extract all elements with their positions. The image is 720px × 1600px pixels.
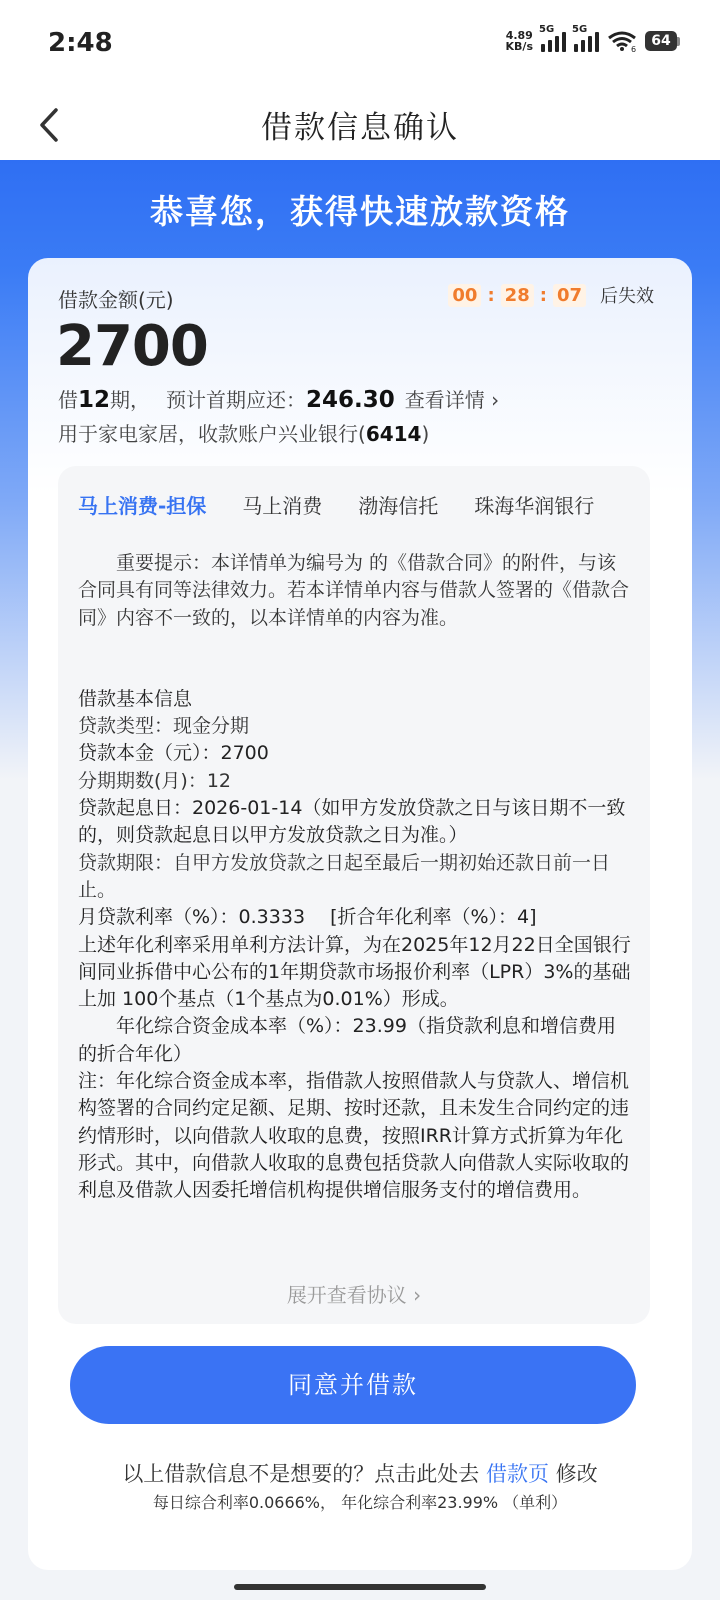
status-time: 2:48 (48, 28, 113, 58)
term-count: 12 (78, 387, 111, 413)
wifi-sub: 6 (631, 45, 637, 52)
battery-level: 64 (645, 31, 677, 51)
network-speed-value: 4.89 (505, 29, 533, 42)
countdown-sep: : (539, 284, 547, 306)
status-bar (0, 0, 720, 90)
first-payment-value: 246.30 (306, 387, 395, 413)
signal-icon-2 (572, 24, 599, 52)
usage-text: 用于家电家居，收款账户兴业银行( (58, 422, 366, 446)
first-payment-label: 预计首期应还： (166, 388, 307, 412)
expand-agreement-link[interactable] (58, 1279, 650, 1308)
network-speed-unit: KB/s (505, 40, 533, 53)
countdown-minutes: 28 (501, 284, 534, 307)
countdown-hours: 00 (448, 284, 481, 307)
wifi-icon (607, 30, 637, 52)
term-line (58, 384, 499, 413)
chevron-right-icon: › (491, 388, 500, 412)
countdown-suffix: 后失效 (600, 286, 654, 307)
signal-label-2: 5G (572, 24, 588, 35)
tab-bohai-trust[interactable]: 渤海信托 (358, 494, 439, 518)
account-tail: 6414 (365, 422, 422, 446)
view-details-link[interactable] (405, 384, 499, 413)
term-prefix: 借 (58, 388, 78, 412)
loan-page-link[interactable]: 借款页 (486, 1462, 549, 1486)
page-title: 借款信息确认 (261, 110, 459, 146)
network-speed (506, 30, 533, 52)
agree-borrow-button[interactable]: 同意并借款 (70, 1346, 636, 1424)
rate-method: 上述年化利率采用单利方法计算，为在2025年12月22日全国银行间同业拆借中心公布的1年期贷款市场报价利率（LPR）3%的基础上加 100个基点（1个基点为0.01%）形成。 (78, 933, 631, 1011)
rate-summary: 每日综合利率0.0666%， 年化综合利率23.99% （单利） (152, 1493, 568, 1512)
hero-title: 恭喜您，获得快速放款资格 (150, 192, 570, 231)
loan-amount: 2700 (56, 314, 208, 379)
interest-start-date: 贷款起息日：2026-01-14（如甲方发放贷款之日与该日期不一致的，则贷款起息日以甲方发放贷款之日为准。） (78, 797, 626, 847)
battery-icon (645, 31, 680, 51)
countdown-timer (448, 282, 654, 308)
countdown-sep: : (487, 284, 495, 306)
annual-cost-rate: 年化综合资金成本率（%）：23.99（指贷款利息和增信费用的折合年化） (78, 1015, 616, 1065)
signal-icon (539, 24, 566, 52)
section-title: 借款基本信息 (78, 687, 193, 710)
term-suffix: 期， (110, 388, 151, 412)
countdown-seconds: 07 (553, 284, 586, 307)
expand-label: 展开查看协议 (286, 1283, 407, 1307)
home-indicator[interactable] (234, 1584, 486, 1590)
modify-suffix: 修改 (549, 1462, 598, 1486)
amount-label: 借款金额(元) (58, 288, 174, 312)
loan-periods: 分期期数(月)：12 (78, 769, 232, 792)
modify-hint (28, 1458, 692, 1488)
modify-question: 以上借款信息不是想要的？点击此处去 (122, 1462, 486, 1486)
tab-zhuhai-bank[interactable]: 珠海华润银行 (474, 494, 595, 518)
cost-note: 注：年化综合资金成本率，指借款人按照借款人与贷款人、增信机构签署的合同约定足额、足期、按时还款，且未发生合同约定的违约情形时，以向借款人收取的息费，按照IRR计算方式折算为年化形式。其中，向借款人收取的息费包括贷款人向借款人实际收取的利息及借款人因委托增信机构提供增信服务支付的增信费用。 (78, 1070, 630, 1202)
tab-mashang-guarantee[interactable]: 马上消费-担保 (78, 494, 207, 518)
loan-principal: 贷款本金（元）：2700 (78, 742, 269, 765)
agreement-panel (58, 466, 650, 1324)
notice-text: 重要提示：本详情单为编号为 的《借款合同》的附件，与该合同具有同等法律效力。若本详情单内容与借款人签署的《借款合同》内容不一致的，以本详情单的内容为准。 (78, 552, 630, 629)
loan-term-limit: 贷款期限：自甲方发放贷款之日起至最后一期初始还款日前一日止。 (78, 851, 611, 901)
monthly-rate: 月贷款利率（%）：0.3333 [折合年化利率（%）：4] (78, 906, 537, 929)
tab-mashang[interactable]: 马上消费 (242, 494, 323, 518)
usage-close: ) (421, 422, 430, 446)
status-icons (505, 24, 680, 53)
nav-header (0, 90, 720, 160)
loan-type: 贷款类型：现金分期 (78, 715, 250, 738)
chevron-right-icon: › (413, 1283, 422, 1307)
view-details-label: 查看详情 (404, 388, 485, 412)
lender-tabs (78, 490, 594, 519)
loan-card (28, 258, 692, 1570)
signal-label: 5G (539, 24, 555, 35)
usage-line (58, 418, 429, 447)
agreement-content (78, 550, 634, 1205)
